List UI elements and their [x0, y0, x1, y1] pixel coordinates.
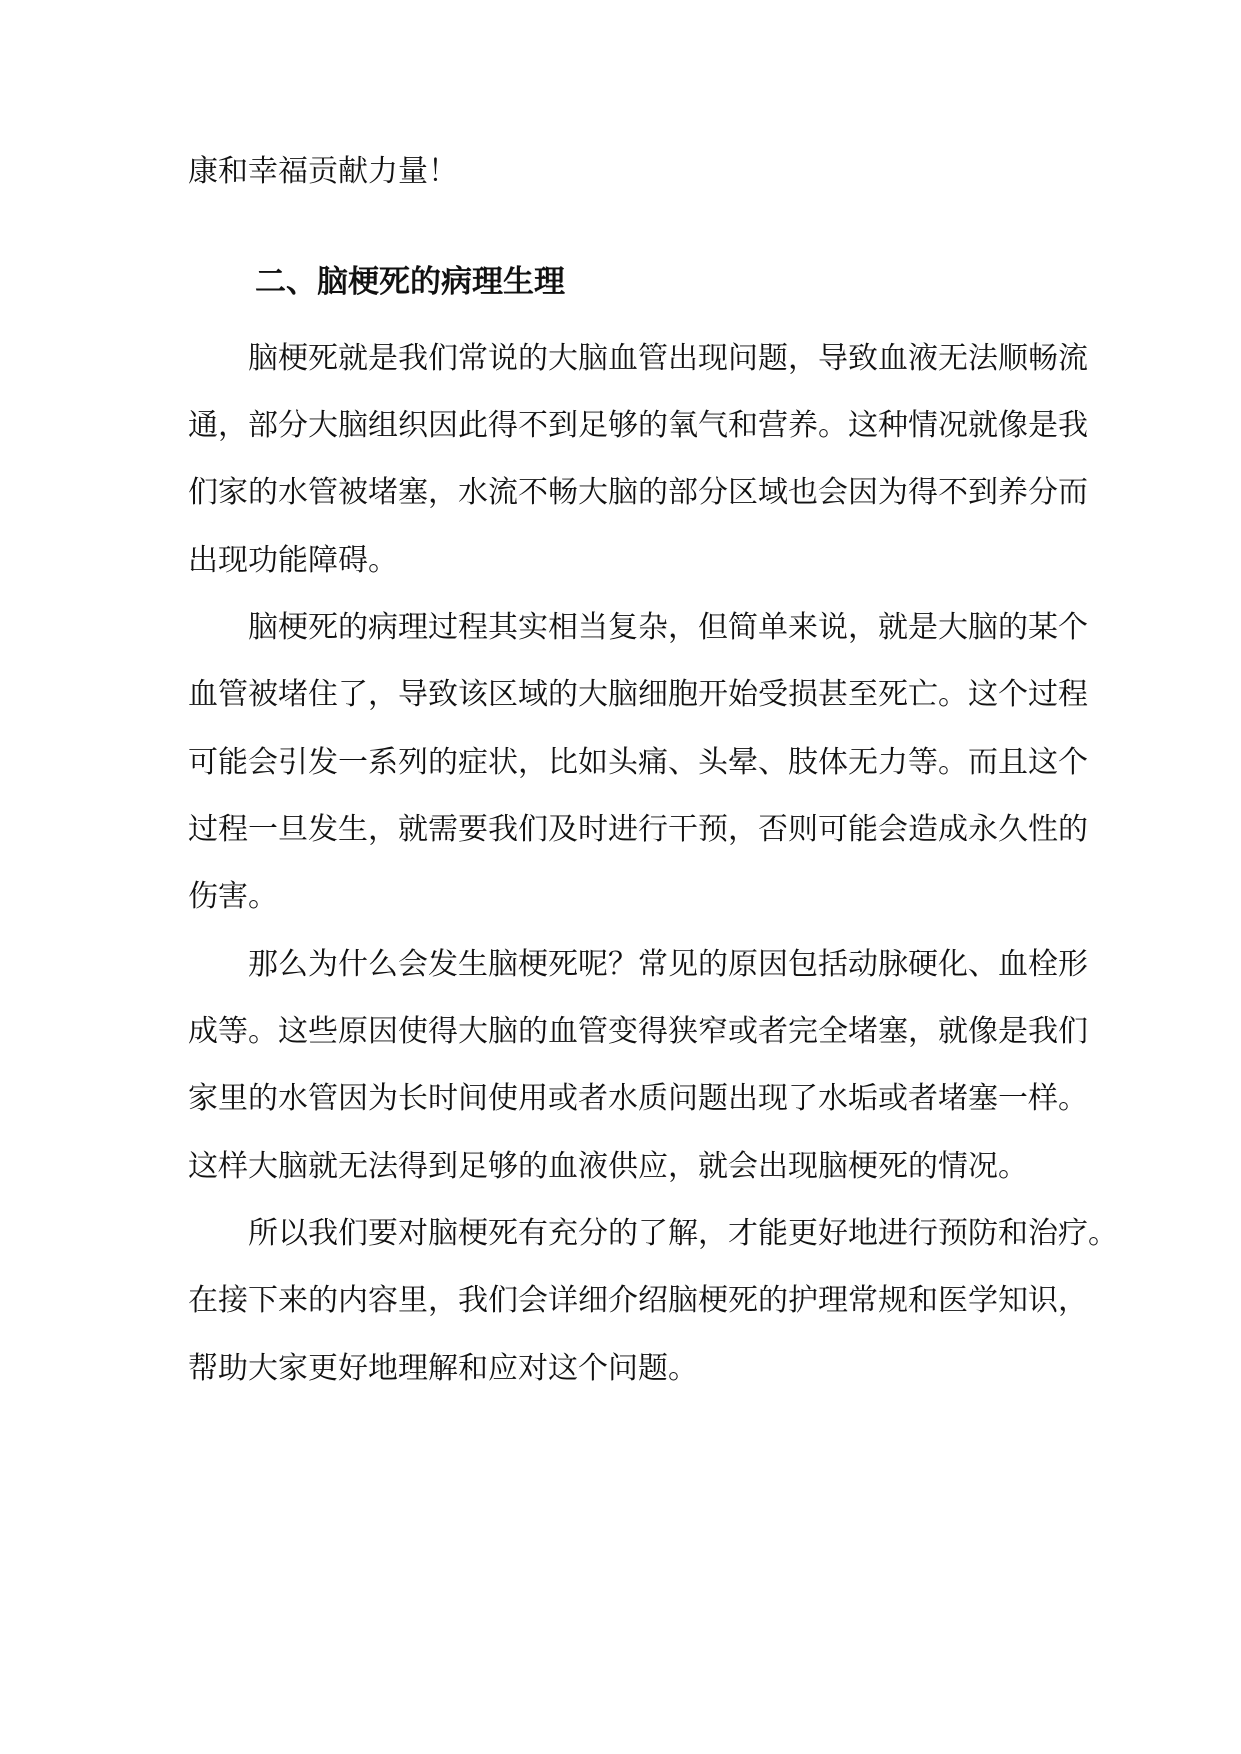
paragraph-1-line-3: 们家的水管被堵塞，水流不畅大脑的部分区域也会因为得不到养分而	[188, 475, 1088, 510]
intro-tail-line: 康和幸福贡献力量！	[188, 154, 458, 189]
paragraph-4-line-1: 所以我们要对脑梗死有充分的了解，才能更好地进行预防和治疗。	[248, 1216, 1118, 1251]
section-heading: 二、脑梗死的病理生理	[255, 264, 565, 300]
paragraph-3-line-3: 家里的水管因为长时间使用或者水质问题出现了水垢或者堵塞一样。	[188, 1081, 1088, 1116]
paragraph-2-line-2: 血管被堵住了，导致该区域的大脑细胞开始受损甚至死亡。这个过程	[188, 677, 1088, 712]
paragraph-4-line-3: 帮助大家更好地理解和应对这个问题。	[188, 1351, 698, 1386]
paragraph-1-line-2: 通，部分大脑组织因此得不到足够的氧气和营养。这种情况就像是我	[188, 408, 1088, 443]
paragraph-3-line-1: 那么为什么会发生脑梗死呢？常见的原因包括动脉硬化、血栓形	[248, 947, 1088, 982]
paragraph-2-line-5: 伤害。	[188, 879, 278, 914]
paragraph-1-line-4: 出现功能障碍。	[188, 543, 398, 578]
paragraph-4-line-2: 在接下来的内容里，我们会详细介绍脑梗死的护理常规和医学知识，	[188, 1283, 1088, 1318]
paragraph-2-line-1: 脑梗死的病理过程其实相当复杂，但简单来说，就是大脑的某个	[248, 610, 1088, 645]
paragraph-2-line-4: 过程一旦发生，就需要我们及时进行干预，否则可能会造成永久性的	[188, 812, 1088, 847]
paragraph-3-line-4: 这样大脑就无法得到足够的血液供应，就会出现脑梗死的情况。	[188, 1149, 1028, 1184]
paragraph-3-line-2: 成等。这些原因使得大脑的血管变得狭窄或者完全堵塞，就像是我们	[188, 1014, 1088, 1049]
paragraph-2-line-3: 可能会引发一系列的症状，比如头痛、头晕、肢体无力等。而且这个	[188, 745, 1088, 780]
paragraph-1-line-1: 脑梗死就是我们常说的大脑血管出现问题，导致血液无法顺畅流	[248, 341, 1088, 376]
